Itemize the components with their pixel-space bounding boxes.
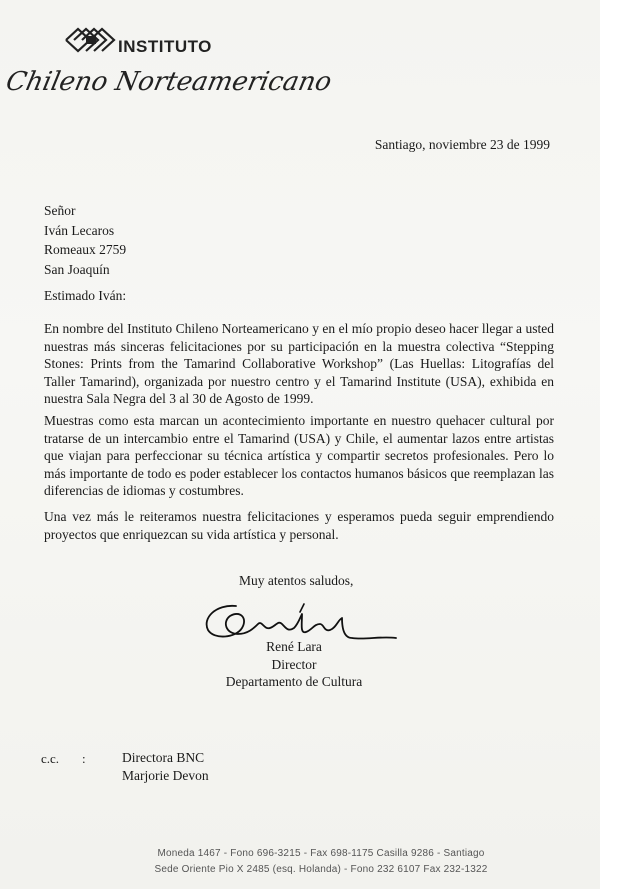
footer-address-line: Moneda 1467 - Fono 696-3215 - Fax 698-1175 Casilla 9286 - Santiago [157, 848, 485, 859]
addressee-street: Romeaux 2759 [44, 242, 127, 257]
cc-colon: : [82, 751, 86, 766]
body-paragraph: Una vez más le reiteramos nuestra felicitaciones y esperamos pueda seguir emprendiendo proyectos que enriquezcan su vida artística y personal. [44, 509, 554, 542]
addressee-title: Señor [44, 203, 76, 218]
letterhead-script-name [3, 56, 335, 104]
signatory-block [214, 638, 374, 691]
footer-address-line: Sede Oriente Pio X 2485 (esq. Holanda) - Fono 232 6107 Fax 232-1322 [154, 864, 488, 875]
addressee-name: Iván Lecaros [44, 222, 115, 238]
salutation: Estimado Iván: [44, 288, 127, 303]
cc-recipients [122, 749, 209, 785]
cc-recipient: Marjorie Devon [122, 768, 209, 783]
cc-label: c.c. [41, 751, 60, 766]
closing-line: Muy atentos saludos, [239, 573, 354, 588]
body-paragraph: Muestras como esta marcan un acontecimiento importante en nuestro quehacer cultural por tratarse de un intercambio entre el Tamarind (USA) y Chile, el aumentar lazos entre artistas que viajan para perfeccionar su técnica artística y compartir secretos profesionales. Pero lo más importante de todo es poder establecer los contactos humanos básicos que reemplazan las diferencias de idiomas y costumbres. [44, 413, 554, 498]
svg-text:Chileno Norteamericano: Chileno Norteamericano [3, 67, 335, 97]
letterhead-institute-word: INSTITUTO [118, 37, 212, 56]
letter-date: Santiago, noviembre 23 de 1999 [374, 137, 550, 152]
cc-recipient: Directora BNC [122, 750, 205, 765]
institute-logo-icon [62, 25, 120, 55]
body-paragraph: En nombre del Instituto Chileno Norteamericano y en el mío propio deseo hacer llegar a usted nuestras más sinceras felicitaciones por su participación en la muestra colectiva “Stepping Stones: Prints from the Tamarind Collaborative Workshop” (Las Huellas: Litografías del Taller Tamarind), organizada por nuestro centro y el Tamarind Institute (USA), exhibida en nuestra Sala Negra del 3 al 30 de Agosto de 1999. [44, 321, 554, 406]
signatory-name: René Lara [266, 639, 322, 654]
signatory-position: Director [271, 656, 317, 672]
addressee-block [44, 201, 126, 279]
addressee-city: San Joaquín [44, 261, 110, 277]
signatory-department: Departamento de Cultura [225, 674, 363, 689]
